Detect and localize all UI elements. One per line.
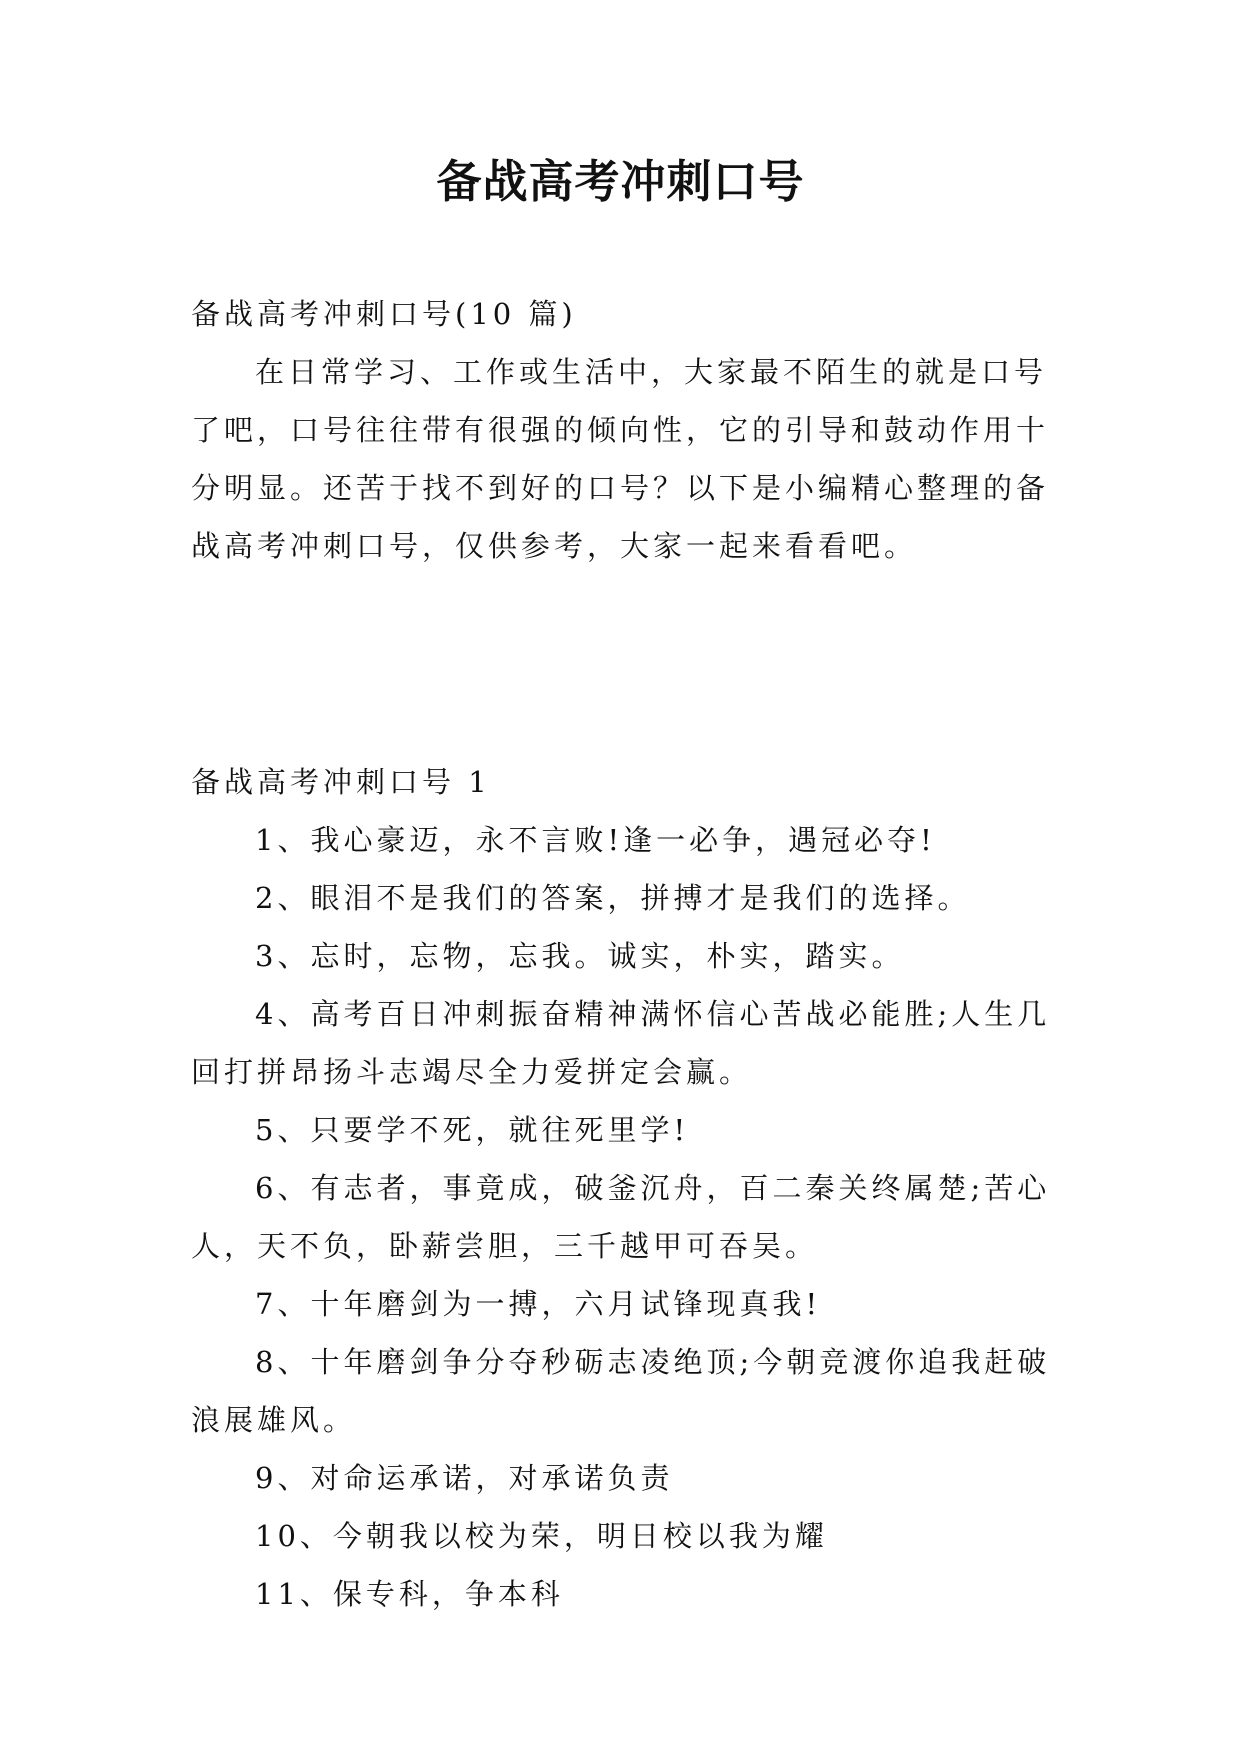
- section-heading: 备战高考冲刺口号 1: [191, 765, 491, 799]
- slogan-item: 5、只要学不死，就往死里学!: [255, 1113, 690, 1147]
- slogan-item: 9、对命运承诺，对承诺负责: [255, 1461, 674, 1495]
- slogan-item: 11、保专科，争本科: [255, 1577, 564, 1611]
- document-body: [191, 285, 1053, 1623]
- slogan-item: 6、有志者，事竟成，破釜沉舟，百二秦关终属楚;苦心人，天不负，卧薪尝胆，三千越甲可吞吴。: [191, 1171, 1051, 1263]
- document-title: 备战高考冲刺口号: [436, 155, 805, 208]
- document-subtitle: 备战高考冲刺口号(10 篇): [191, 297, 577, 331]
- slogan-item: 3、忘时，忘物，忘我。诚实，朴实，踏实。: [255, 939, 905, 973]
- section-spacer: [191, 575, 1053, 753]
- slogan-item: 1、我心豪迈，永不言败!逢一必争，遇冠必夺!: [255, 823, 936, 857]
- slogan-item: 8、十年磨剑争分夺秒砺志凌绝顶;今朝竞渡你追我赶破浪展雄风。: [191, 1345, 1051, 1437]
- slogan-item: 10、今朝我以校为荣，明日校以我为耀: [255, 1519, 828, 1553]
- slogan-item: 4、高考百日冲刺振奋精神满怀信心苦战必能胜;人生几回打拼昂扬斗志竭尽全力爱拼定会赢。: [191, 997, 1051, 1089]
- slogan-item: 7、十年磨剑为一搏，六月试锋现真我!: [255, 1287, 822, 1321]
- intro-paragraph: 在日常学习、工作或生活中，大家最不陌生的就是口号了吧，口号往往带有很强的倾向性，它的引导和鼓动作用十分明显。还苦于找不到好的口号？以下是小编精心整理的备战高考冲刺口号，仅供参考，大家一起来看看吧。: [191, 355, 1050, 563]
- slogan-item: 2、眼泪不是我们的答案，拼搏才是我们的选择。: [255, 881, 971, 915]
